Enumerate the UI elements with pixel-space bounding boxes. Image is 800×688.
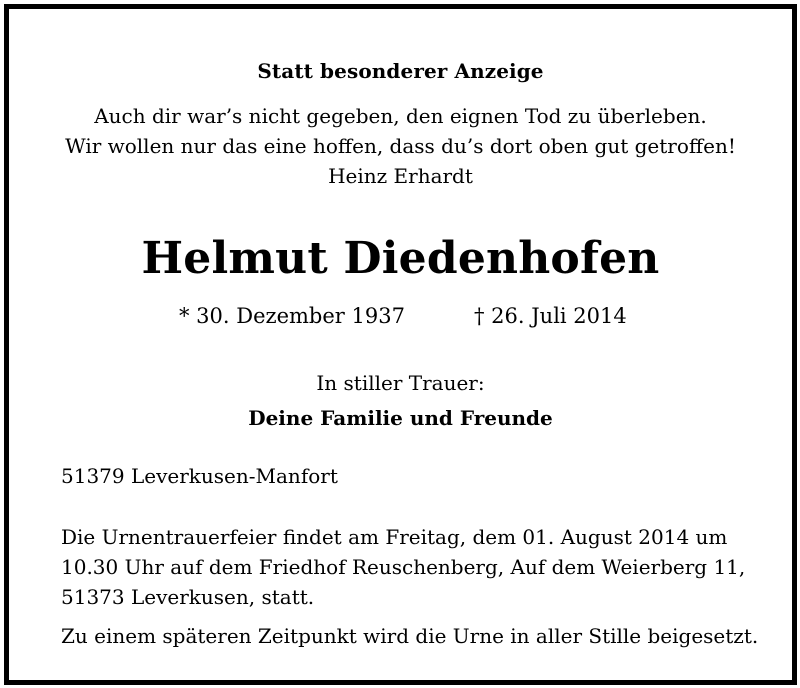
service-line: Die Urnentrauerfeier findet am Freitag, dem 01. August 2014 um bbox=[61, 525, 728, 549]
quote-line: Wir wollen nur das eine hoffen, dass du’s dort oben gut getroffen! bbox=[65, 134, 736, 158]
service-details bbox=[61, 522, 745, 612]
death-date: † 26. Juli 2014 bbox=[474, 304, 627, 328]
urn-note: Zu einem späteren Zeitpunkt wird die Urne in aller Stille beigesetzt. bbox=[61, 624, 759, 648]
service-line: 10.30 Uhr auf dem Friedhof Reuschenberg, Auf dem Weierberg 11, bbox=[61, 555, 746, 579]
quote-author: Heinz Erhardt bbox=[328, 164, 473, 188]
quote-line: Auch dir war’s nicht gegeben, den eignen Tod zu überleben. bbox=[94, 104, 707, 128]
deceased-name: Helmut Diedenhofen bbox=[141, 233, 660, 284]
poem-quote bbox=[9, 101, 792, 191]
birth-date: * 30. Dezember 1937 bbox=[179, 304, 405, 328]
mourning-line: In stiller Trauer: bbox=[316, 371, 485, 395]
service-line: 51373 Leverkusen, statt. bbox=[61, 585, 315, 609]
family-signature: Deine Familie und Freunde bbox=[248, 406, 553, 430]
obituary-notice bbox=[4, 4, 797, 685]
location-line: 51379 Leverkusen-Manfort bbox=[61, 464, 338, 488]
notice-heading: Statt besonderer Anzeige bbox=[257, 59, 544, 83]
